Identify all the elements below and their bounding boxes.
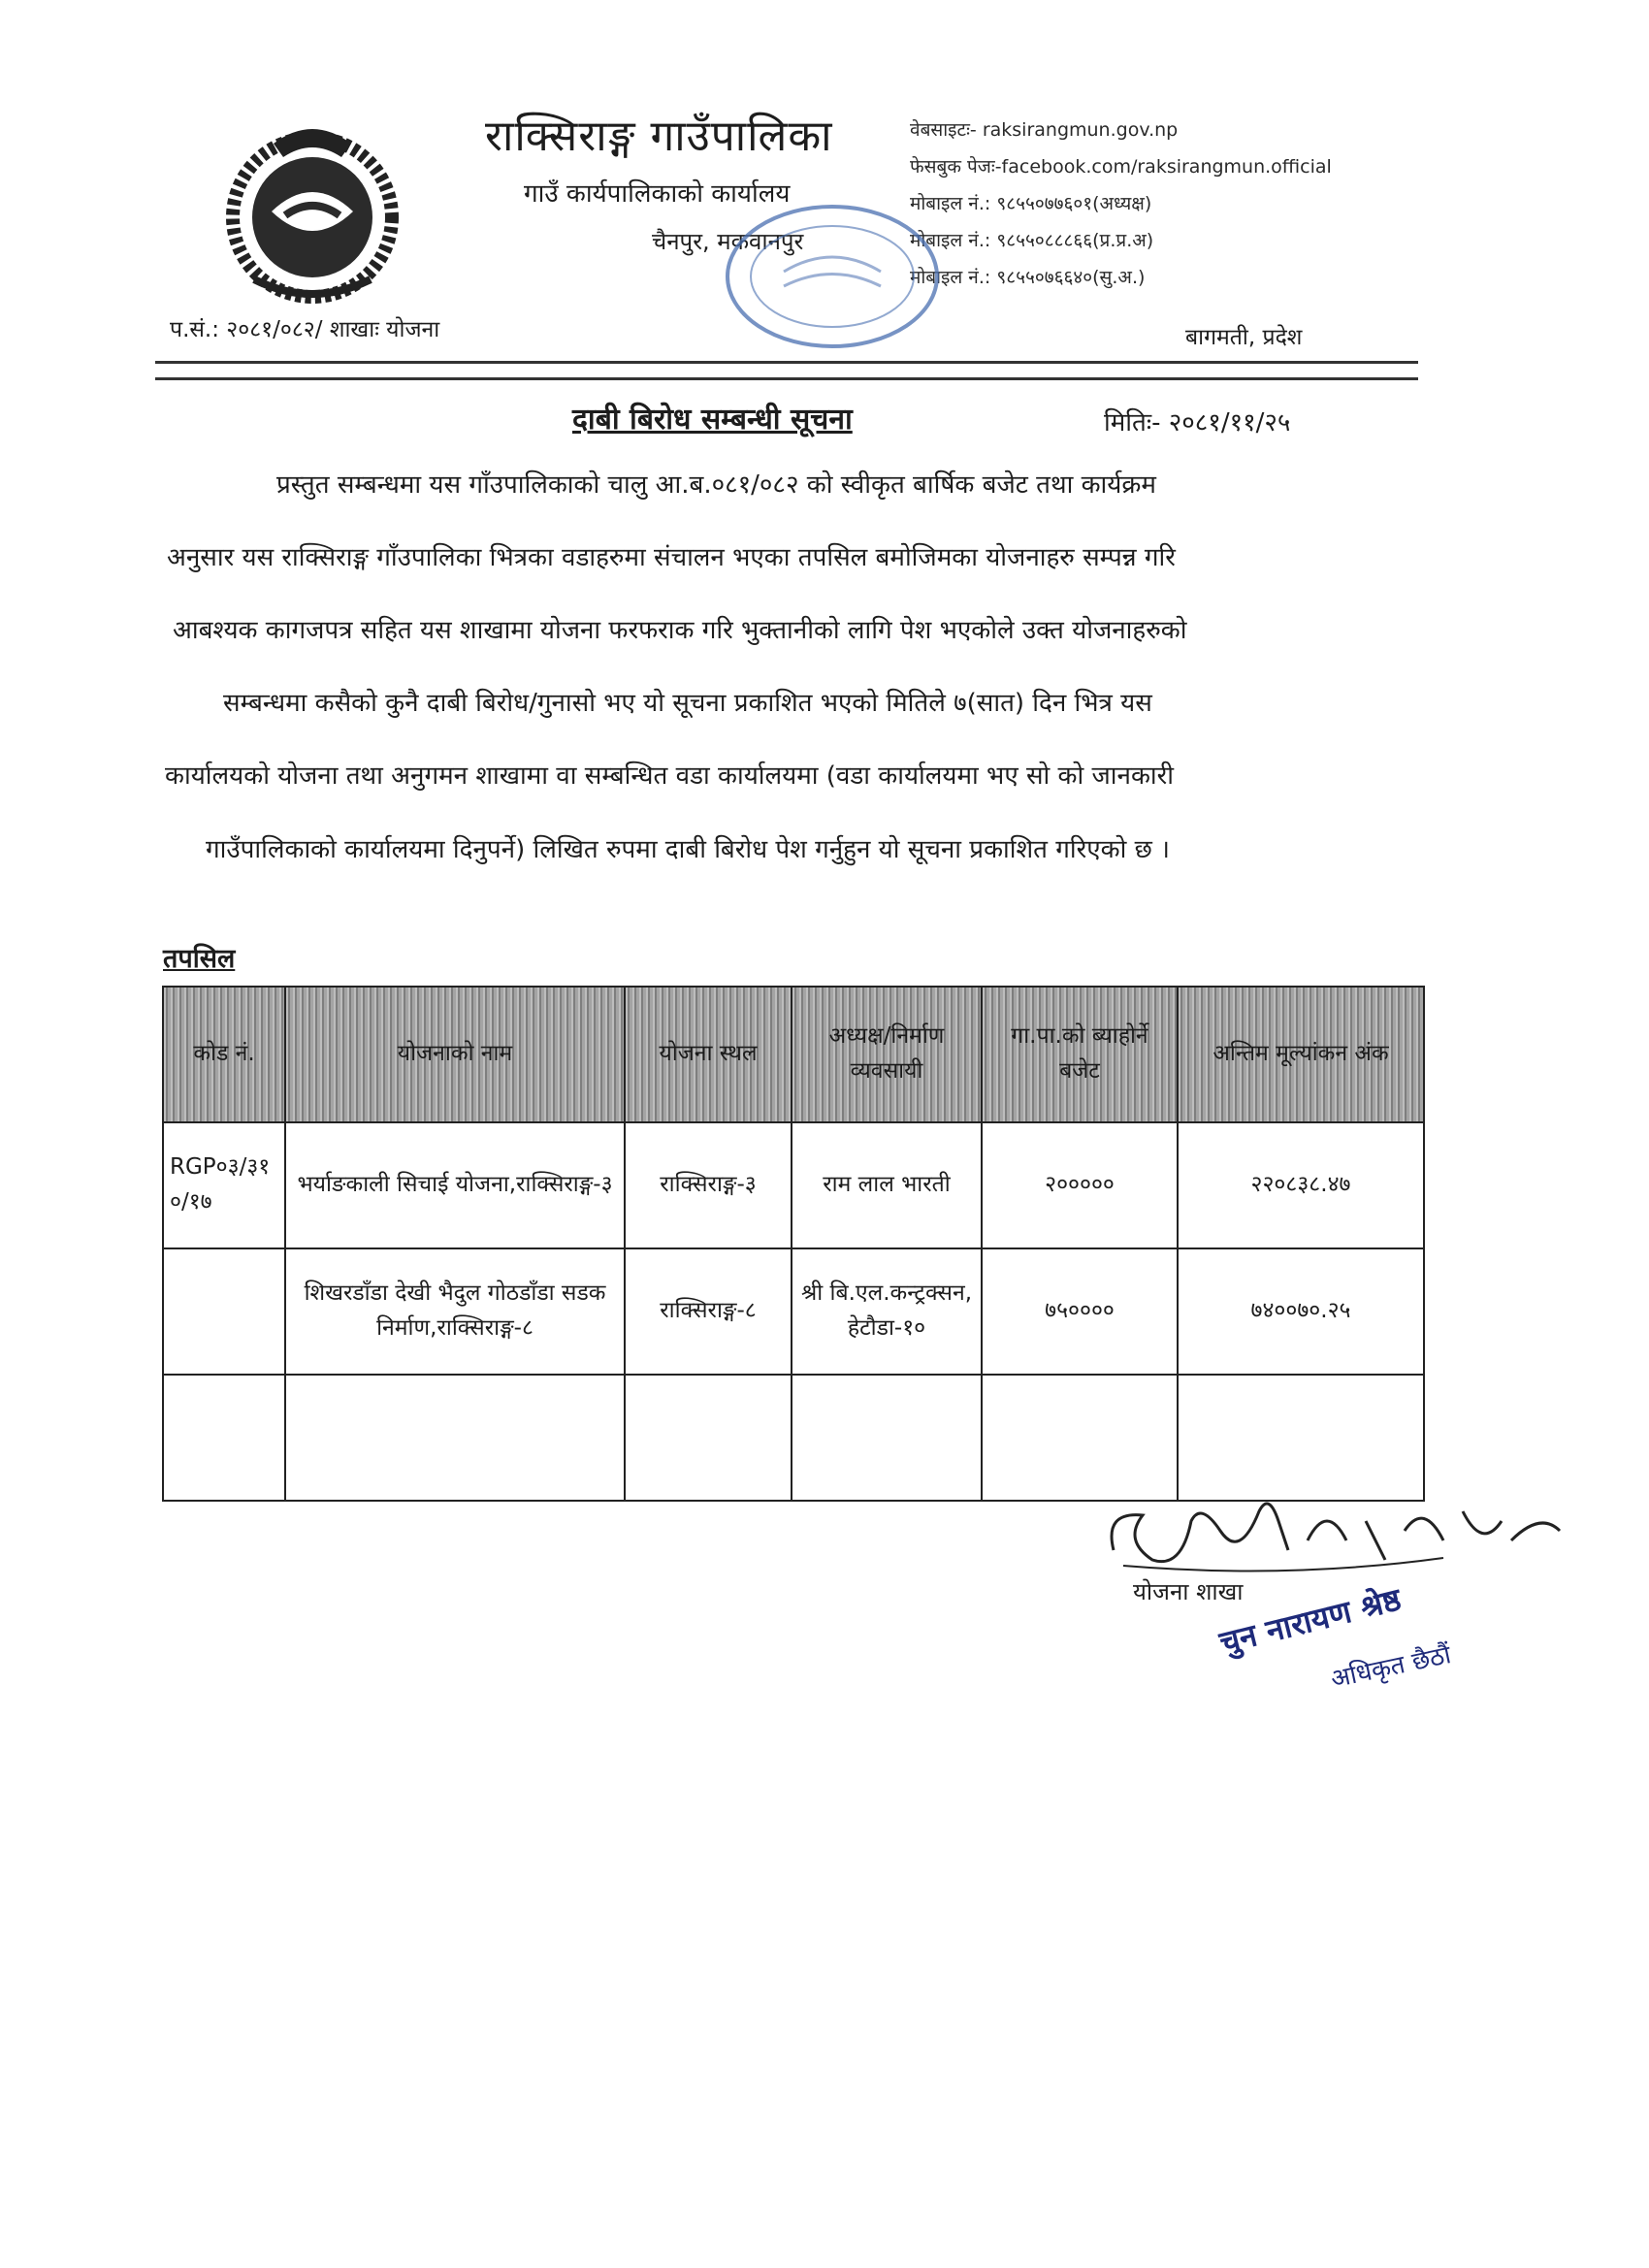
column-header-contractor: अध्यक्ष/निर्माण व्यवसायी: [792, 987, 982, 1122]
notice-paragraph-line: सम्बन्धमा कसैको कुनै दाबी बिरोध/गुनासो भए यो सूचना प्रकाशित भएको मितिले ७(सात) दिन भित्र यस: [223, 689, 1152, 718]
officer-title: अधिकृत छैठौं: [1328, 1640, 1454, 1695]
cell-location: राक्सिराङ्ग-८: [625, 1248, 792, 1375]
column-header-code: कोड नं.: [163, 987, 285, 1122]
table-row: [163, 1122, 1424, 1248]
table-row: [163, 1248, 1424, 1375]
cell-code: RGP०३/३१ ०/१७: [163, 1122, 285, 1248]
notice-paragraph-line: गाउँपालिकाको कार्यालयमा दिनुपर्ने) लिखित रुपमा दाबी बिरोध पेश गर्नुहुन यो सूचना प्रकाशित गरिएको छ ।: [206, 835, 1170, 864]
cell-project-name: [285, 1375, 625, 1501]
header-divider: [155, 361, 1418, 380]
office-name: राक्सिराङ्ग गाउँपालिका: [485, 112, 833, 161]
notice-paragraph-line: अनुसार यस राक्सिराङ्ग गाँउपालिका भित्रका वडाहरुमा संचालन भएका तपसिल बमोजिमका योजनाहरु सम्पन्न गरि: [167, 543, 1176, 572]
column-header-project-name: योजनाको नाम: [285, 987, 625, 1122]
project-details-table: [162, 986, 1425, 1502]
municipality-emblem-icon: [215, 114, 409, 308]
cell-project-name: शिखरडाँडा देखी भैदुल गोठडाँडा सडक निर्माण,राक्सिराङ्ग-८: [285, 1248, 625, 1375]
cell-budget: ७५००००: [982, 1248, 1178, 1375]
contact-mobile-chair: मोबाइल नं.: ९८५५०७७६०१(अध्यक्ष): [910, 193, 1152, 214]
office-stamp-icon: [716, 194, 949, 359]
office-subtitle: गाउँ कार्यपालिकाको कार्यालय: [524, 179, 791, 209]
handwritten-signature-icon: [1094, 1482, 1569, 1589]
notice-paragraph-line: प्रस्तुत सम्बन्धमा यस गाँउपालिकाको चालु आ.ब.०८१/०८२ को स्वीकृत बार्षिक बजेट तथा कार्यक्रम: [276, 470, 1156, 500]
notice-date: मितिः- २०८१/११/२५: [1104, 408, 1291, 437]
column-header-location: योजना स्थल: [625, 987, 792, 1122]
cell-budget: २०००००: [982, 1122, 1178, 1248]
officer-name: चुन नारायण श्रेष्ठ: [1215, 1580, 1406, 1662]
contact-website: वेबसाइटः- raksirangmun.gov.np: [910, 119, 1179, 141]
annex-heading: तपसिल: [163, 944, 236, 974]
cell-code: [163, 1248, 285, 1375]
notice-title: दाबी बिरोध सम्बन्धी सूचना: [572, 403, 853, 437]
cell-project-name: भर्याङकाली सिचाई योजना,राक्सिराङ्ग-३: [285, 1122, 625, 1248]
signature-section-label: योजना शाखा: [1133, 1578, 1244, 1605]
contact-mobile-info-officer: मोबाइल नं.: ९८५५०७६६४०(सु.अ.): [910, 267, 1146, 288]
cell-location: [625, 1375, 792, 1501]
cell-location: राक्सिराङ्ग-३: [625, 1122, 792, 1248]
cell-contractor: [792, 1375, 982, 1501]
notice-paragraph-line: कार्यालयको योजना तथा अनुगमन शाखामा वा सम्बन्धित वडा कार्यालयमा (वडा कार्यालयमा भए सो को जानकारी: [165, 761, 1175, 791]
table-header-row: [163, 987, 1424, 1122]
cell-contractor: राम लाल भारती: [792, 1122, 982, 1248]
cell-contractor: श्री बि.एल.कन्ट्रक्सन, हेटौडा-१०: [792, 1248, 982, 1375]
office-address: चैनपुर, मकवानपुर: [652, 228, 804, 255]
notice-paragraph-line: आबश्यक कागजपत्र सहित यस शाखामा योजना फरफराक गरि भुक्तानीको लागि पेश भएकोले उक्त योजनाहरुको: [173, 616, 1187, 645]
column-header-budget: गा.पा.को ब्याहोर्ने बजेट: [982, 987, 1178, 1122]
reference-number: प.सं.: २०८१/०८२/ शाखाः योजना: [170, 317, 440, 342]
column-header-evaluation: अन्तिम मूल्यांकन अंक: [1178, 987, 1424, 1122]
province-label: बागमती, प्रदेश: [1185, 325, 1303, 350]
cell-code: [163, 1375, 285, 1501]
cell-evaluation: २२०८३८.४७: [1178, 1122, 1424, 1248]
cell-evaluation: ७४००७०.२५: [1178, 1248, 1424, 1375]
contact-mobile-cao: मोबाइल नं.: ९८५५०८८८६६(प्र.प्र.अ): [910, 230, 1154, 251]
contact-facebook: फेसबुक पेजः-facebook.com/raksirangmun.official: [910, 156, 1332, 178]
